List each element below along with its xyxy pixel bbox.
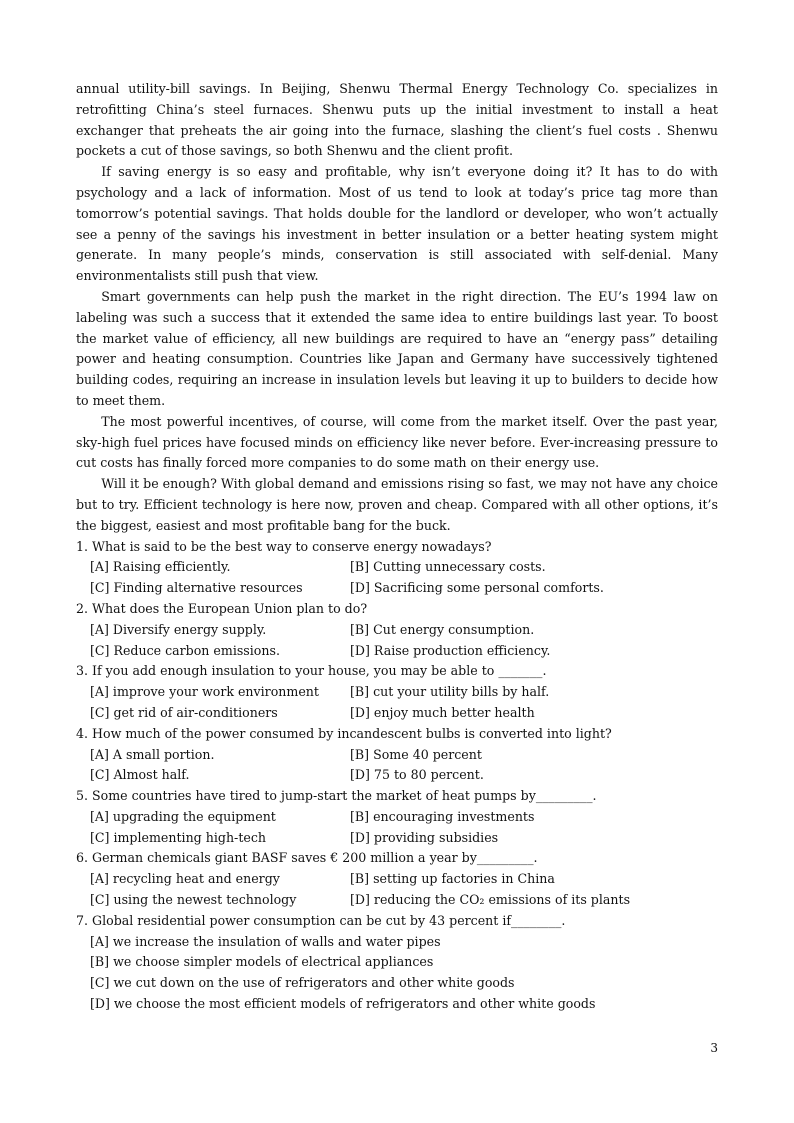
option: [C] Almost half.: [90, 767, 190, 783]
option: [D] reducing the CO₂ emissions of its plants: [350, 892, 631, 908]
option: [A] Raising efficiently.: [90, 559, 231, 575]
option-row: [76, 557, 718, 578]
option-row: [76, 765, 718, 786]
question-stem: 3. If you add enough insulation to your house, you may be able to _______.: [76, 663, 547, 679]
body-text: [76, 79, 718, 1015]
option-row: [76, 869, 718, 890]
option-row: [76, 641, 718, 662]
page-number: 3: [710, 1041, 718, 1055]
option: [D] we choose the most efficient models of refrigerators and other white goods: [90, 996, 596, 1012]
question-stem: 7. Global residential power consumption can be cut by 43 percent if________.: [76, 912, 566, 928]
paragraph: Smart governments can help push the market in the right direction. The EU’s 1994 law on labeling was such a success that it extended the same idea to entire buildings last year. To boost the market value of efficiency, all new buildings are required to have an “energy pass” detailing power and heating consumption. Countries like Japan and Germany have successively tightened building codes, requiring an increase in insulation levels but leaving it up to builders to decide how to meet them.: [76, 288, 718, 408]
option-row: [76, 807, 718, 828]
option-row: [76, 890, 718, 911]
option: [B] encouraging investments: [350, 808, 535, 824]
option-row: [76, 828, 718, 849]
option: [C] implementing high-tech: [90, 829, 266, 845]
option: [D] Sacrificing some personal comforts.: [350, 580, 604, 596]
option: [B] cut your utility bills by half.: [350, 684, 550, 700]
option: [A] upgrading the equipment: [90, 808, 276, 824]
option-row: [76, 703, 718, 724]
paragraph: Will it be enough? With global demand and emissions rising so fast, we may not have any choice but to try. Efficient technology is here now, proven and cheap. Compared with all other options, it’s the biggest, easiest and most profitable bang for the buck.: [76, 476, 718, 533]
option: [B] setting up factories in China: [350, 871, 555, 887]
option-row: [76, 620, 718, 641]
option: [D] providing subsidies: [350, 829, 499, 845]
question-stem: 5. Some countries have tired to jump-start the market of heat pumps by_________.: [76, 788, 597, 804]
option-row: [76, 745, 718, 766]
option: [C] Reduce carbon emissions.: [90, 642, 280, 658]
option: [B] Some 40 percent: [350, 746, 482, 762]
paragraph: The most powerful incentives, of course, will come from the market itself. Over the past year, sky-high fuel prices have focused minds on efficiency like never before. Ever-increasing pressure to cut costs has finally forced more companies to do some math on their energy use.: [76, 413, 718, 471]
option: [B] Cutting unnecessary costs.: [350, 559, 546, 575]
paragraph: annual utility-bill savings. In Beijing, Shenwu Thermal Energy Technology Co. specializes in retrofitting China’s steel furnaces. Shenwu puts up the initial investment to install a heat exchanger that preheats the air going into the furnace, slashing the client’s fuel costs . Shenwu pockets a cut of those savings, so both Shenwu and the client profit.: [76, 81, 718, 159]
option: [D] enjoy much better health: [350, 704, 535, 720]
option: [B] we choose simpler models of electrical appliances: [90, 954, 434, 970]
option: [C] Finding alternative resources: [90, 580, 303, 596]
option: [C] using the newest technology: [90, 892, 297, 908]
question-stem: 6. German chemicals giant BASF saves € 200 million a year by_________.: [76, 850, 538, 866]
question-stem: 2. What does the European Union plan to do?: [76, 600, 368, 616]
option: [C] we cut down on the use of refrigerators and other white goods: [90, 975, 515, 991]
option: [A] improve your work environment: [90, 684, 319, 700]
option: [B] Cut energy consumption.: [350, 621, 535, 637]
option: [D] Raise production efficiency.: [350, 642, 551, 658]
option-row: [76, 578, 718, 599]
option: [A] we increase the insulation of walls and water pipes: [90, 933, 441, 949]
question-stem: 4. How much of the power consumed by incandescent bulbs is converted into light?: [76, 725, 612, 741]
paragraph: If saving energy is so easy and profitable, why isn’t everyone doing it? It has to do with psychology and a lack of information. Most of us tend to look at today’s price tag more than tomorrow’s potential savings. That holds double for the landlord or developer, who won’t actually see a penny of the savings his investment in better insulation or a better heating system might generate. In many people’s minds, conservation is still associated with self-denial. Many environmentalists still push that view.: [76, 164, 718, 284]
option: [A] A small portion.: [90, 746, 215, 762]
question-stem: 1. What is said to be the best way to conserve energy nowadays?: [76, 538, 492, 554]
option: [A] Diversify energy supply.: [90, 621, 267, 637]
option: [A] recycling heat and energy: [90, 871, 280, 887]
option: [C] get rid of air-conditioners: [90, 704, 278, 720]
option-row: [76, 682, 718, 703]
option: [D] 75 to 80 percent.: [350, 767, 484, 783]
